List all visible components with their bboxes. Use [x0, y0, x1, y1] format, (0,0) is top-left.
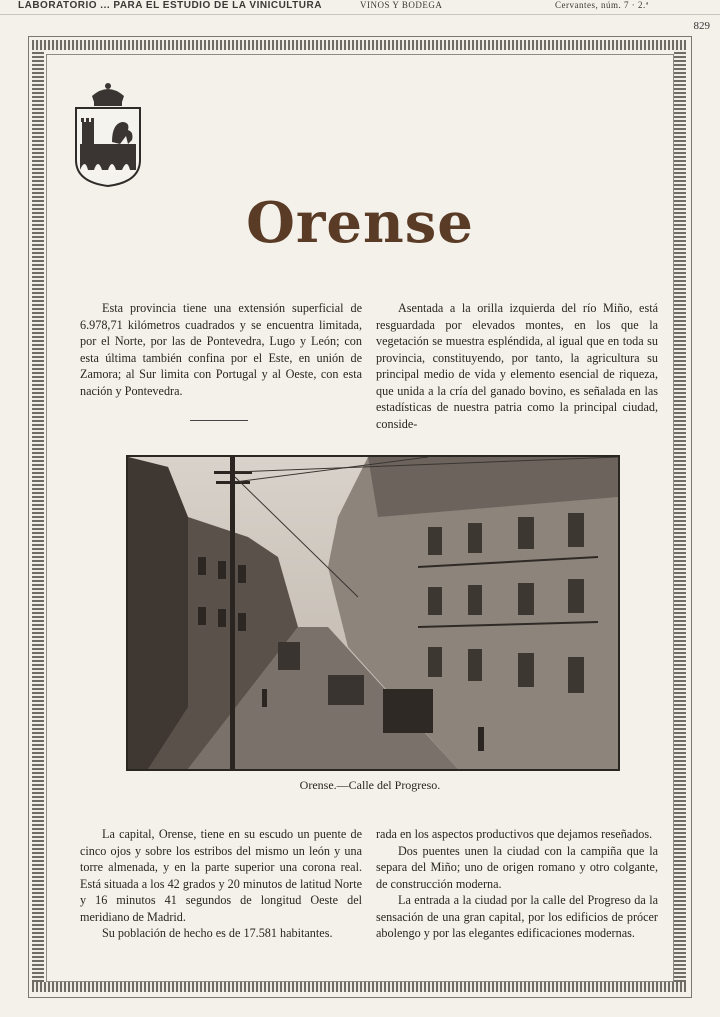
paragraph: La capital, Orense, tiene en su escudo un puente de cinco ojos y sobre los estribos del mismo un león y una torre almenada, y en la parte superior una corona real. Está situada a los 42 grados y 20 minutos de latitud Norte y 16 minutos 41 segundos de longitud Oeste del meridiano de Madrid. [80, 827, 362, 924]
paragraph: Dos puentes unen la ciudad con la campiña que la separa del Miño; uno de origen romano y otro colgante, de construcción moderna. [376, 843, 658, 891]
section-divider [190, 420, 248, 421]
column-4 [376, 826, 658, 942]
running-header [0, 0, 720, 15]
running-header-mid: VINOS Y BODEGA [360, 0, 443, 10]
coat-of-arms-icon [72, 78, 144, 188]
column-1 [80, 300, 362, 399]
paragraph: Asentada a la orilla izquierda del río Miño, está resguardada por elevados montes, en los que la vegetación se muestra espléndida, al igual que en toda su provincia, constituyendo, por tanto, la agricultura su principal medio de vida y elemento esencial de riqueza, que unida a la cría del ganado bovino, es señalada en las estadísticas de nuestra patria como la principal ciudad, conside- [376, 301, 658, 431]
running-header-left: LABORATORIO ... PARA EL ESTUDIO DE LA VINICULTURA [18, 0, 322, 11]
running-header-right: Cervantes, núm. 7 · 2.ª [555, 0, 649, 10]
paragraph: La entrada a la ciudad por la calle del Progreso da la sensación de una gran capital, por los edificios de prócer abolengo y por las elegantes edificaciones modernas. [376, 893, 658, 940]
decorative-border-top [32, 40, 686, 50]
paragraph: Su población de hecho es de 17.581 habitantes. [102, 926, 333, 940]
street-photo [126, 455, 620, 771]
page-number: 829 [693, 20, 710, 32]
paragraph: rada en los aspectos productivos que dejamos reseñados. [376, 827, 653, 841]
paragraph: Esta provincia tiene una extensión superficial de 6.978,71 kilómetros cuadrados y se encuentra limitada, por el Norte, por las de Pontevedra, Lugo y León; con esta última también confina por el Este, en unión de Zamora; al Sur limita con Portugal y al Oeste, con esta nación y Pontevedra. [80, 301, 362, 398]
column-3 [80, 826, 362, 942]
street-photo-illustration [128, 457, 618, 769]
column-2 [376, 300, 658, 432]
article-title: Orense [246, 190, 474, 256]
photo-caption: Orense.—Calle del Progreso. [299, 778, 441, 792]
decorative-border-bottom [32, 982, 686, 992]
